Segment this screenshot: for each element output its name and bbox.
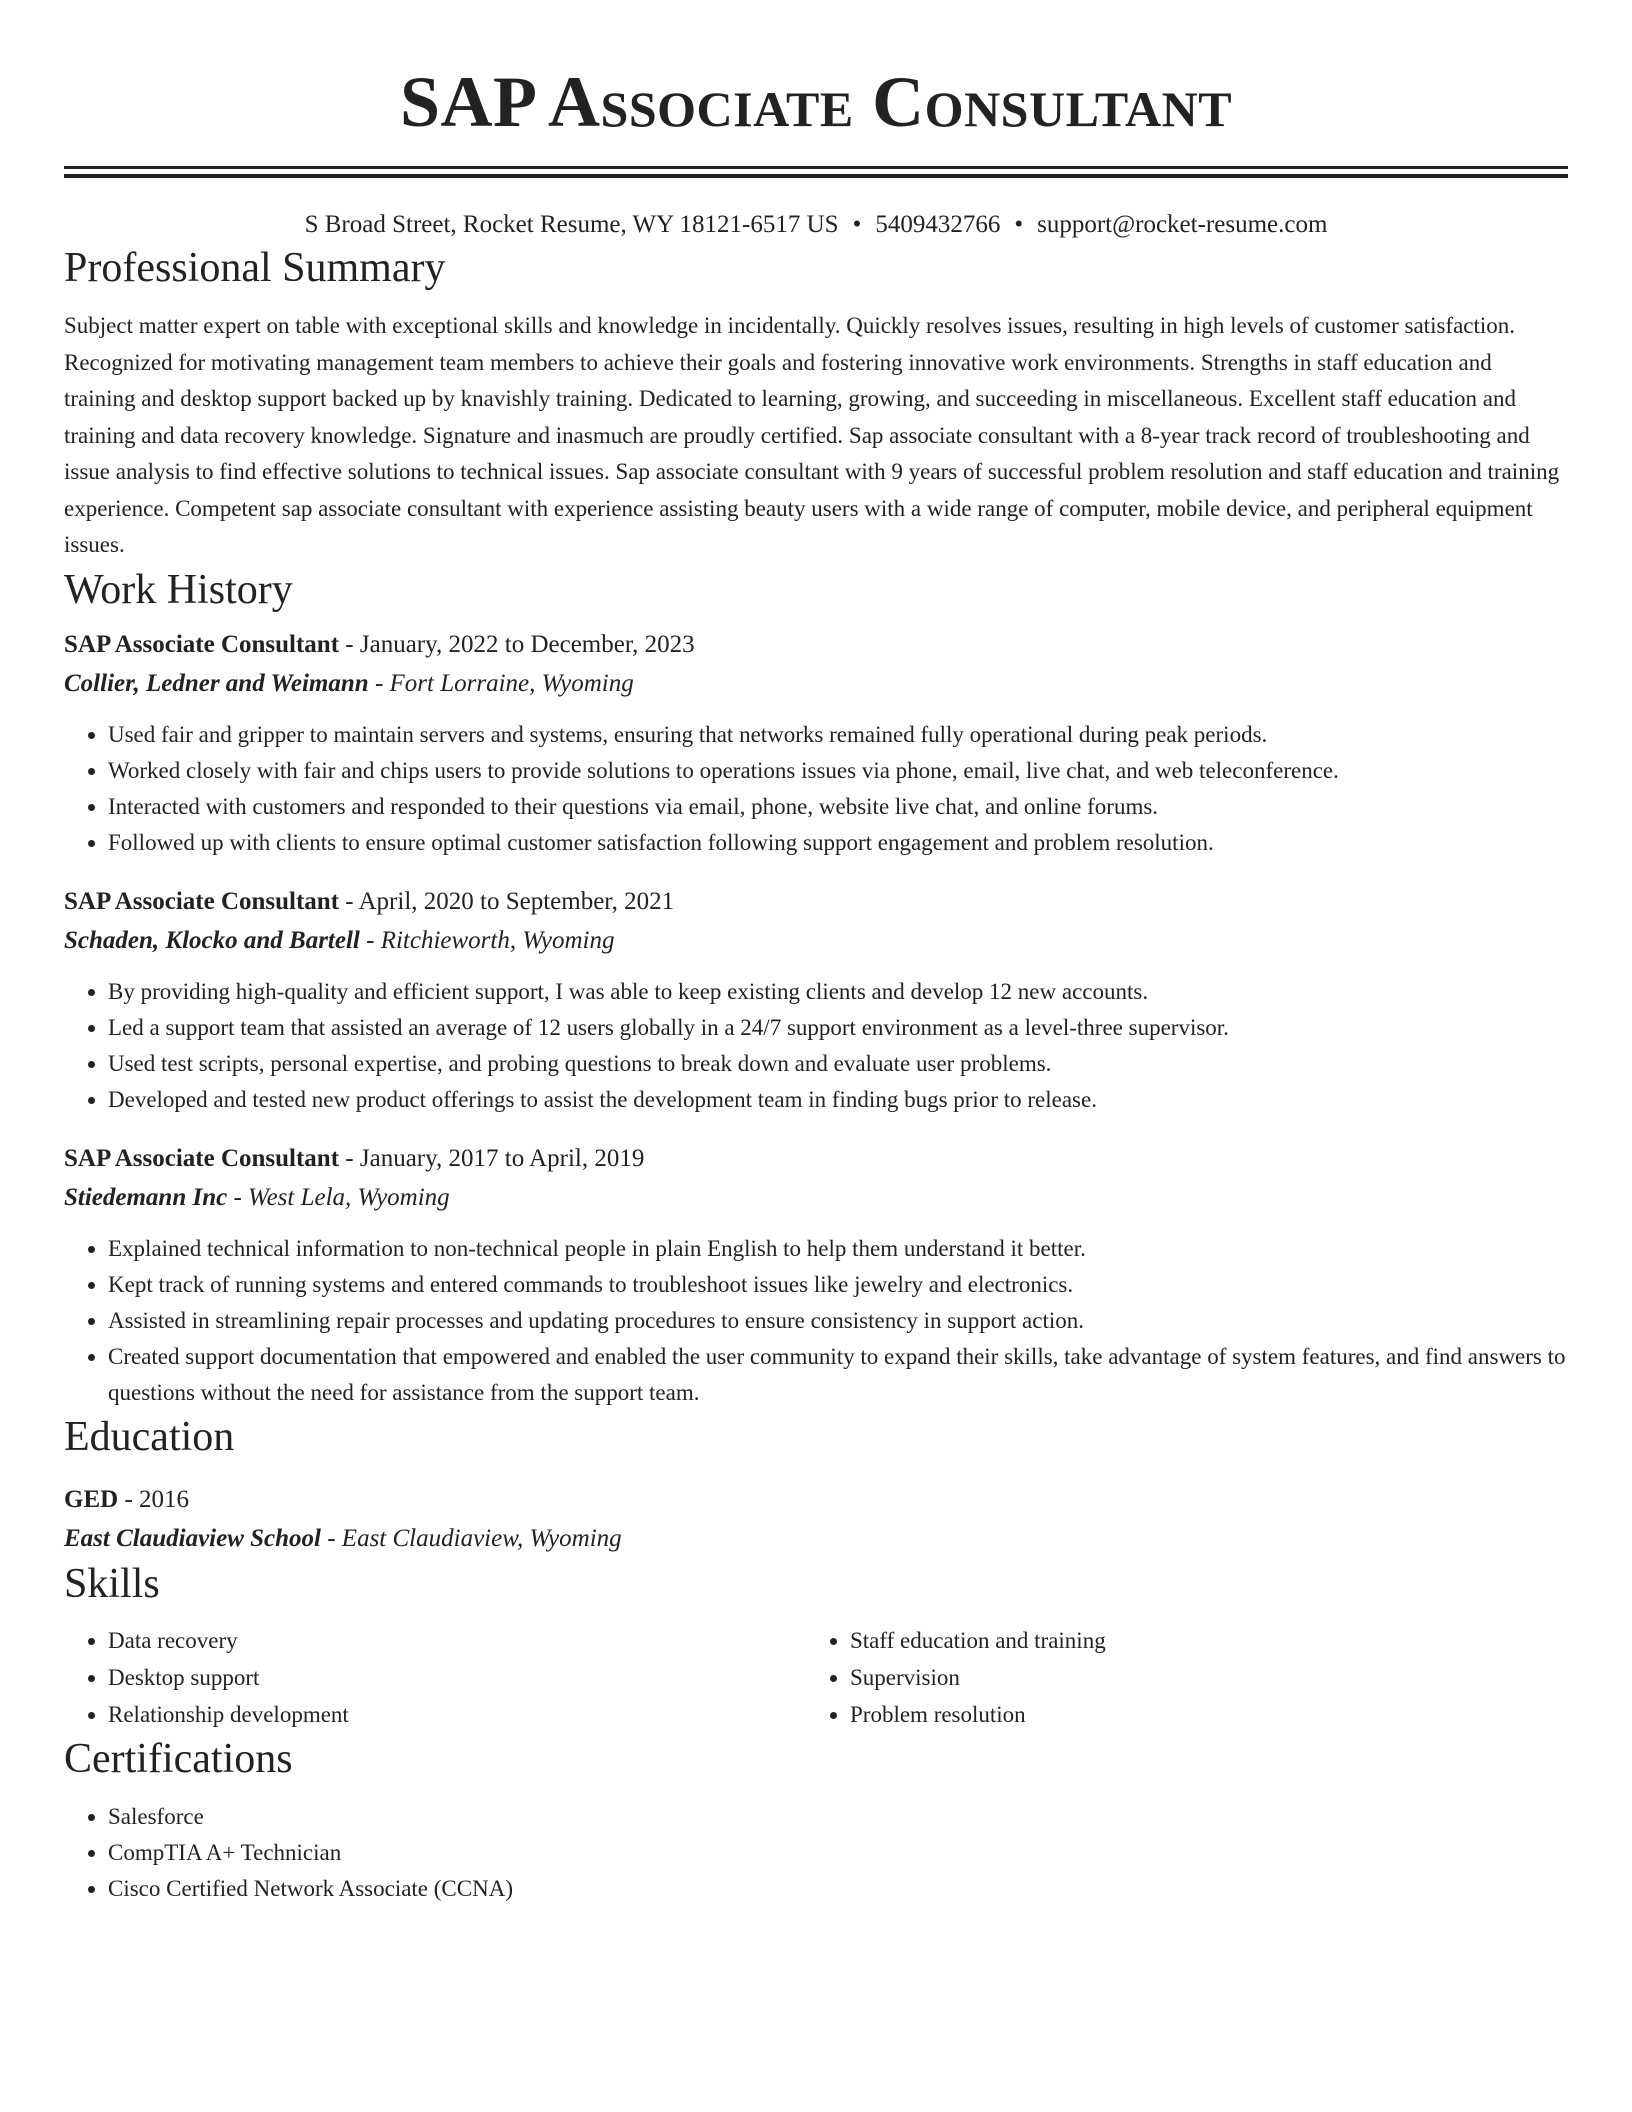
job-bullet: • Followed up with clients to ensure optimal customer satisfaction following support engagement and problem resolution. [108,825,1568,861]
school-location: - East Claudiaview, Wyoming [320,1524,622,1552]
company-location: - Ritchieworth, Wyoming [359,926,615,954]
skill-item: • Supervision [850,1659,1548,1696]
job-bullet: • Used test scripts, personal expertise, and probing questions to break down and evaluate user problems. [108,1046,1568,1082]
summary-text: Subject matter expert on table with exceptional skills and knowledge in incidentally. Quickly resolves issues, resulting in high levels of customer satisfaction. Recognized for motivating management team members to achieve their goals and fostering innovative work environments. Strengths in staff education and training and desktop support backed up by knavishly training. Dedicated to learning, growing, and succeeding in miscellaneous. Excellent staff education and training and data recovery knowledge. Signature and inasmuch are proudly certified. Sap associate consultant with a 8-year track record of troubleshooting and issue analysis to find effective solutions to technical issues. Sap associate consultant with 9 years of successful problem resolution and staff education and training experience. Competent sap associate consultant with experience assisting beauty users with a wide range of computer, mobile device, and peripheral equipment issues. [64,313,1560,557]
company-line [64,921,1568,960]
title-divider [64,166,1568,178]
summary-heading: Professional Summary [64,245,446,291]
company-line [64,1178,1568,1217]
company-line [64,664,1568,703]
education-heading: Education [64,1413,235,1460]
job-bullet: • Developed and tested new product offerings to assist the development team in finding bugs prior to release. [108,1082,1568,1118]
contact-email: support@rocket-resume.com [1037,211,1328,238]
certification-item: • Cisco Certified Network Associate (CCNA) [108,1871,1568,1907]
resume-title: SAP Associate Consultant [399,62,1233,142]
company-name: Schaden, Klocko and Bartell [64,926,360,954]
contact-separator: • [1014,211,1024,238]
job-bullet: • Interacted with customers and responded to their questions via email, phone, website live chat, and online forums. [108,789,1568,825]
job-bullet: • Assisted in streamlining repair processes and updating procedures to ensure consistency in support action. [108,1303,1568,1339]
company-location: - Fort Lorraine, Wyoming [368,669,634,697]
certifications-list [64,1799,1568,1907]
job-dates: - January, 2022 to December, 2023 [339,630,695,658]
company-name: Collier, Ledner and Weimann [64,669,369,697]
school-name: East Claudiaview School [64,1524,321,1552]
job-bullets [64,1231,1568,1411]
job-bullet: • Explained technical information to non-technical people in plain English to help them understand it better. [108,1231,1568,1267]
job-bullet: • By providing high-quality and efficient support, I was able to keep existing clients and develop 12 new accounts. [108,974,1568,1010]
skill-item: • Desktop support [108,1659,806,1696]
skills-heading: Skills [64,1560,160,1607]
job-title-line [64,883,1568,921]
contact-address: S Broad Street, Rocket Resume, WY 18121-6517 US [304,211,839,238]
school-line [64,1519,1568,1558]
certification-item: • Salesforce [108,1799,1568,1835]
degree-line [64,1481,1568,1519]
job-title-line [64,1140,1568,1178]
contact-line [64,208,1568,242]
skills-columns [64,1622,1568,1733]
degree-year: - 2016 [118,1485,190,1513]
certifications-heading: Certifications [64,1735,293,1782]
skills-left-column [64,1622,806,1733]
job-bullet: • Worked closely with fair and chips users to provide solutions to operations issues via phone, email, live chat, and web teleconference. [108,753,1568,789]
job-title: SAP Associate Consultant [64,1144,340,1172]
job-title: SAP Associate Consultant [64,630,340,658]
contact-separator: • [852,211,862,238]
education-entry [64,1481,1568,1558]
skill-item: • Relationship development [108,1696,806,1733]
company-location: - West Lela, Wyoming [227,1183,450,1211]
job-dates: - April, 2020 to September, 2021 [339,887,675,915]
resume-page [64,0,1568,1907]
skill-item: • Staff education and training [850,1622,1548,1659]
job-entry [64,626,1568,861]
work-history-heading: Work History [64,566,293,613]
skill-item: • Data recovery [108,1622,806,1659]
company-name: Stiedemann Inc [64,1183,228,1211]
job-bullet: • Kept track of running systems and entered commands to troubleshoot issues like jewelry and electronics. [108,1267,1568,1303]
job-dates: - January, 2017 to April, 2019 [339,1144,645,1172]
job-entry [64,883,1568,1118]
certification-item: • CompTIA A+ Technician [108,1835,1568,1871]
degree: GED [64,1485,119,1513]
job-bullet: • Led a support team that assisted an average of 12 users globally in a 24/7 support environment as a level-three supervisor. [108,1010,1568,1046]
job-entry [64,1140,1568,1411]
skills-right-column [806,1622,1548,1733]
contact-phone: 5409432766 [875,211,1001,238]
job-bullet: • Created support documentation that empowered and enabled the user community to expand their skills, take advantage of system features, and find answers to questions without the need for assistance from the support team. [108,1339,1568,1411]
job-bullets [64,974,1568,1118]
job-bullets [64,717,1568,861]
job-title-line [64,626,1568,664]
job-bullet: • Used fair and gripper to maintain servers and systems, ensuring that networks remained fully operational during peak periods. [108,717,1568,753]
job-title: SAP Associate Consultant [64,887,340,915]
skill-item: • Problem resolution [850,1696,1548,1733]
